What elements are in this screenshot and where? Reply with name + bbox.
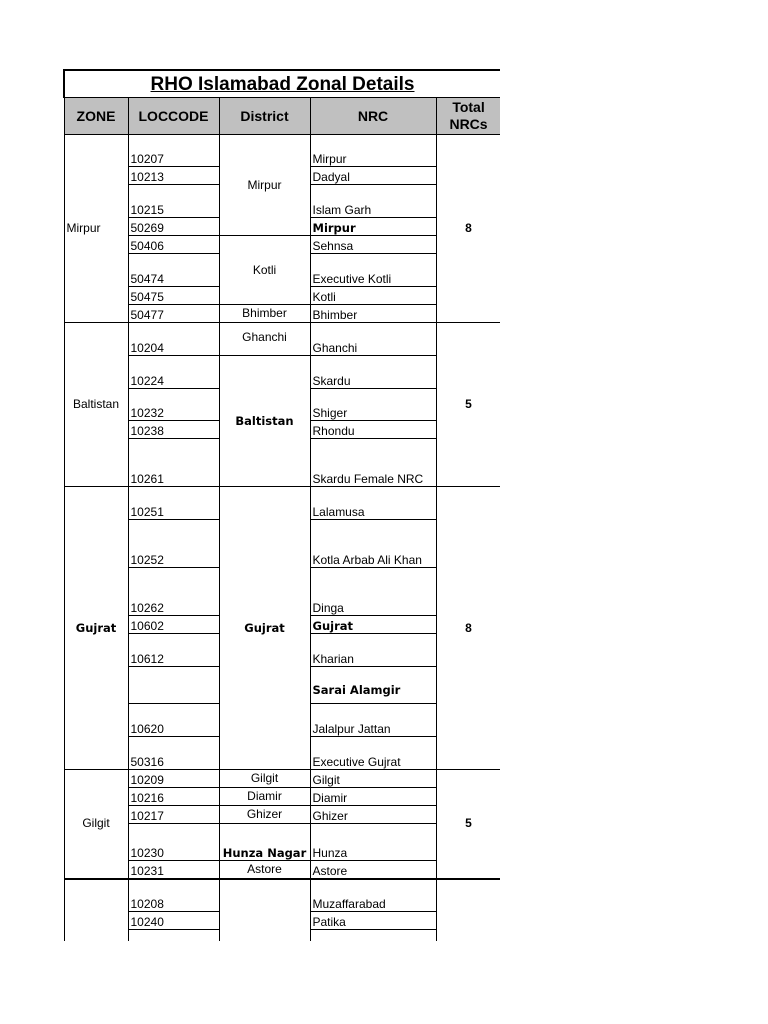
nrc-cell: Astore: [310, 861, 436, 879]
nrc-cell: Mirpur: [310, 218, 436, 236]
loccode-cell: 10224: [128, 356, 219, 389]
district-cell: Baltistan: [219, 356, 310, 487]
nrc-cell: Mirpur: [310, 135, 436, 167]
table-row: [64, 788, 500, 806]
zonal-details-sheet: [63, 69, 500, 941]
loccode-cell: 10238: [128, 421, 219, 439]
nrc-cell: Shiger: [310, 389, 436, 421]
nrc-cell: Muzaffarabad: [310, 879, 436, 912]
loccode-cell: 10252: [128, 520, 219, 568]
total-nrcs-cell: 5: [436, 323, 500, 487]
nrc-cell: Skardu: [310, 356, 436, 389]
loccode-cell: 10204: [128, 323, 219, 356]
district-cell: Ghanchi: [219, 323, 310, 356]
table-row: [64, 356, 500, 389]
nrc-cell: Ghanchi: [310, 323, 436, 356]
zone-cell: [64, 879, 128, 942]
total-nrcs-cell: 8: [436, 135, 500, 323]
header-zone: ZONE: [64, 98, 128, 135]
nrc-cell: Gilgit: [310, 770, 436, 788]
nrc-cell: Diamir: [310, 788, 436, 806]
loccode-cell: 10612: [128, 634, 219, 667]
loccode-cell: 10230: [128, 824, 219, 861]
table-row: [64, 806, 500, 824]
loccode-cell: 10620: [128, 704, 219, 737]
nrc-cell: Skardu Female NRC: [310, 439, 436, 487]
table-row: [64, 879, 500, 912]
nrc-cell: Kharian: [310, 634, 436, 667]
district-cell: Astore: [219, 861, 310, 879]
loccode-cell: 10209: [128, 770, 219, 788]
loccode-cell: 50474: [128, 254, 219, 287]
loccode-cell: 50406: [128, 236, 219, 254]
nrc-cell: Kotli: [310, 287, 436, 305]
district-cell: Hunza Nagar: [219, 824, 310, 861]
nrc-cell: Bhimber: [310, 305, 436, 323]
header-row: [64, 98, 500, 135]
loccode-cell: 10215: [128, 185, 219, 218]
nrc-cell: Rhondu: [310, 421, 436, 439]
loccode-cell: 10262: [128, 568, 219, 616]
total-nrcs-cell: 8: [436, 487, 500, 770]
loccode-cell: 10602: [128, 616, 219, 634]
header-loccode: LOCCODE: [128, 98, 219, 135]
loccode-cell: 10251: [128, 487, 219, 520]
nrc-cell: Executive Gujrat: [310, 737, 436, 770]
table-row: [64, 305, 500, 323]
district-cell: Mirpur: [219, 135, 310, 236]
table-row: [64, 135, 500, 167]
zone-cell-gilgit: Gilgit: [64, 770, 128, 879]
table-row: [64, 487, 500, 520]
nrc-cell: Sehnsa: [310, 236, 436, 254]
nrc-cell: Dadyal: [310, 167, 436, 185]
table-row: [64, 861, 500, 879]
district-cell: Bhimber: [219, 305, 310, 323]
loccode-cell: 10240: [128, 912, 219, 930]
zone-cell-mirpur: Mirpur: [64, 135, 128, 323]
nrc-cell: Ghizer: [310, 806, 436, 824]
loccode-cell: [128, 667, 219, 704]
table-row: [64, 236, 500, 254]
zonal-details-table: [63, 69, 500, 941]
total-nrcs-cell: [436, 879, 500, 942]
loccode-cell: 50475: [128, 287, 219, 305]
nrc-cell: Gujrat: [310, 616, 436, 634]
district-cell: Ghizer: [219, 806, 310, 824]
header-total-nrcs: Total NRCs: [436, 98, 500, 135]
nrc-cell: Patika: [310, 912, 436, 930]
table-title: RHO Islamabad Zonal Details: [64, 70, 500, 98]
nrc-cell: Hunza: [310, 824, 436, 861]
zone-cell-baltistan: Baltistan: [64, 323, 128, 487]
zone-cell-gujrat: Gujrat: [64, 487, 128, 770]
table-row: [64, 770, 500, 788]
loccode-cell: 10231: [128, 861, 219, 879]
loccode-cell: 10216: [128, 788, 219, 806]
loccode-cell: [128, 930, 219, 942]
header-district: District: [219, 98, 310, 135]
total-nrcs-cell: 5: [436, 770, 500, 879]
nrc-cell: Islam Garh: [310, 185, 436, 218]
district-cell: Gujrat: [219, 487, 310, 770]
nrc-cell: Sarai Alamgir: [310, 667, 436, 704]
loccode-cell: 10217: [128, 806, 219, 824]
table-row: [64, 824, 500, 861]
loccode-cell: 10261: [128, 439, 219, 487]
loccode-cell: 10213: [128, 167, 219, 185]
loccode-cell: 10207: [128, 135, 219, 167]
district-cell: Kotli: [219, 236, 310, 305]
nrc-cell: Kotla Arbab Ali Khan: [310, 520, 436, 568]
district-cell: Gilgit: [219, 770, 310, 788]
header-nrc: NRC: [310, 98, 436, 135]
loccode-cell: 50477: [128, 305, 219, 323]
nrc-cell: Lalamusa: [310, 487, 436, 520]
loccode-cell: 50269: [128, 218, 219, 236]
nrc-cell: Dinga: [310, 568, 436, 616]
district-cell: Diamir: [219, 788, 310, 806]
loccode-cell: 10232: [128, 389, 219, 421]
district-cell: [219, 879, 310, 942]
table-row: [64, 323, 500, 356]
loccode-cell: 10208: [128, 879, 219, 912]
nrc-cell: [310, 930, 436, 942]
nrc-cell: Jalalpur Jattan: [310, 704, 436, 737]
nrc-cell: Executive Kotli: [310, 254, 436, 287]
loccode-cell: 50316: [128, 737, 219, 770]
